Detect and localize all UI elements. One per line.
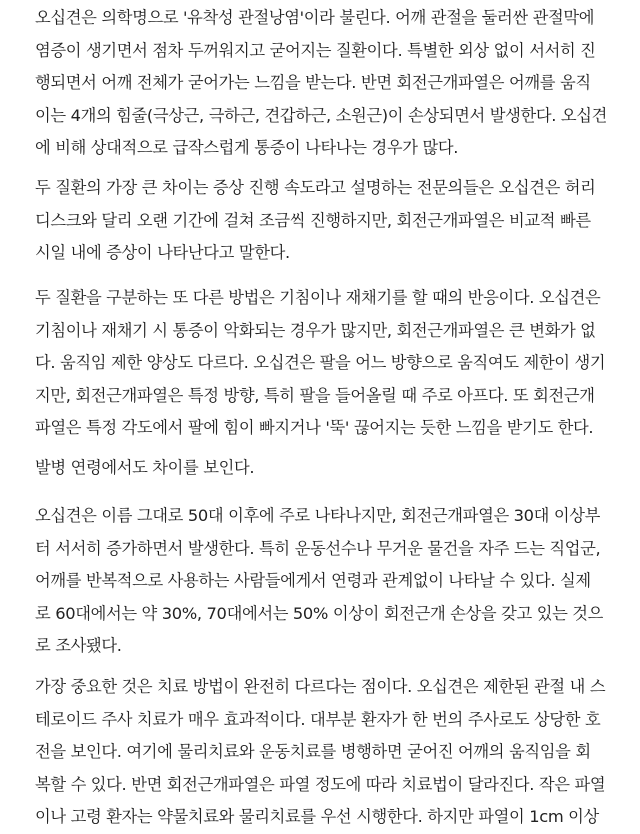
text-line: 복할 수 있다. 반면 회전근개파열은 파열 정도에 따라 치료법이 달라진다. 작은 파열 xyxy=(35,774,606,794)
text-line: 오십견은 이름 그대로 50대 이후에 주로 나타나지만, 회전근개파열은 30대 이상부 xyxy=(35,506,600,525)
text-line: 에 비해 상대적으로 급작스럽게 통증이 나타나는 경우가 많다. xyxy=(35,138,459,157)
text-line: 염증이 생기면서 점차 두꺼워지고 굳어지는 질환이다. 특별한 외상 없이 서서히 진 xyxy=(35,40,596,60)
text-line: 이나 고령 환자는 약물치료와 물리치료를 우선 시행한다. 하지만 파열이 1cm 이상 xyxy=(35,807,599,826)
paragraph-4 xyxy=(35,452,607,485)
text-line: 시일 내에 증상이 나타난다고 말한다. xyxy=(35,243,290,262)
text-line: 두 질환을 구분하는 또 다른 방법은 기침이나 재채기를 할 때의 반응이다. 오십견은 xyxy=(35,288,601,307)
text-line: 로 60대에서는 약 30%, 70대에서는 50% 이상이 회전근개 손상을 갖고 있는 것으 xyxy=(35,603,604,623)
text-line: 오십견은 의학명으로 '유착성 관절낭염'이라 불린다. 어깨 관절을 둘러싼 관절막에 xyxy=(35,8,595,27)
text-line: 가장 중요한 것은 치료 방법이 완전히 다르다는 점이다. 오십견은 제한된 관절 내 스 xyxy=(35,677,606,696)
text-line: 테로이드 주사 치료가 매우 효과적이다. 대부분 환자가 한 번의 주사로도 상당한 호 xyxy=(35,709,601,729)
text-line: 다. 움직임 제한 양상도 다르다. 오십견은 팔을 어느 방향으로 움직여도 제한이 생기 xyxy=(35,353,606,372)
paragraph-5 xyxy=(35,500,607,663)
text-line: 어깨를 반복적으로 사용하는 사람들에게서 연령과 관계없이 나타날 수 있다. 실제 xyxy=(35,571,591,590)
text-line: 터 서서히 증가하면서 발생한다. 특히 운동선수나 무거운 물건을 자주 드는 직업군, xyxy=(35,538,601,558)
text-line: 디스크와 달리 오랜 기간에 걸쳐 조금씩 진행하지만, 회전근개파열은 비교적 빠른 xyxy=(35,210,591,230)
paragraph-2 xyxy=(35,172,607,270)
text-line: 이는 4개의 힘줄(극상근, 극하근, 견갑하근, 소원근)이 손상되면서 발생한다. 오십견 xyxy=(35,105,608,125)
text-line: 로 조사됐다. xyxy=(35,636,122,655)
text-line: 전을 보인다. 여기에 물리치료와 운동치료를 병행하면 굳어진 어깨의 움직임을 회 xyxy=(35,742,591,761)
paragraph-1 xyxy=(35,2,607,165)
text-line: 발병 연령에서도 차이를 보인다. xyxy=(35,458,255,477)
text-line: 행되면서 어깨 전체가 굳어가는 느낌을 받는다. 반면 회전근개파열은 어깨를 움직 xyxy=(35,73,591,92)
text-line: 지만, 회전근개파열은 특정 방향, 특히 팔을 들어올릴 때 주로 아프다. 또 회전근개 xyxy=(35,385,595,405)
text-line: 파열은 특정 각도에서 팔에 힘이 빠지거나 '뚝' 끊어지는 듯한 느낌을 받기도 한다. xyxy=(35,418,594,437)
paragraph-3 xyxy=(35,282,607,445)
text-line: 두 질환의 가장 큰 차이는 증상 진행 속도라고 설명하는 전문의들은 오십견은 허리 xyxy=(35,178,596,197)
paragraph-6 xyxy=(35,671,607,834)
text-line: 기침이나 재채기 시 통증이 악화되는 경우가 많지만, 회전근개파열은 큰 변화가 없 xyxy=(35,320,596,340)
